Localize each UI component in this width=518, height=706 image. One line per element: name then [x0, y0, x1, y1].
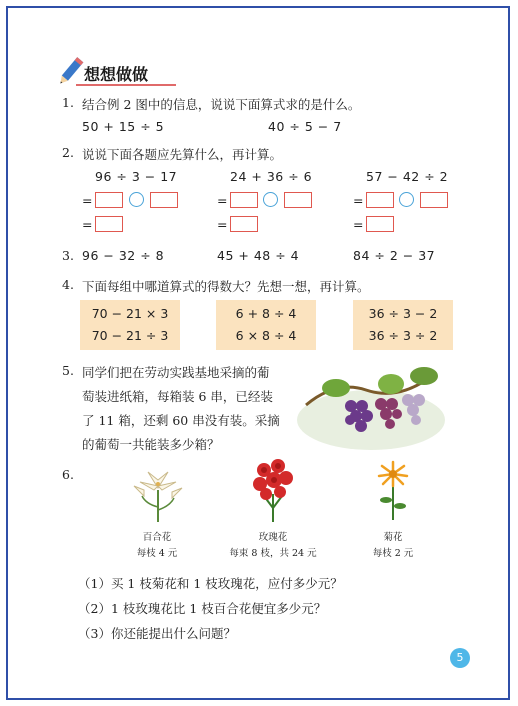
grapes-icon [296, 360, 446, 450]
q6-sub-question: （2）1 枝玫瑰花比 1 枝百合花便宜多少元？ [78, 601, 327, 616]
q1-text: 结合例 2 图中的信息，说说下面算式求的是什么。 [82, 97, 361, 112]
q3-expr-3: 84 ÷ 2 − 37 [353, 248, 436, 263]
panel-expr: 36 ÷ 3 − 2 [368, 306, 438, 321]
comparison-panel [80, 300, 180, 350]
answer-box[interactable] [420, 192, 448, 208]
operator-circle[interactable] [129, 192, 144, 207]
answer-box[interactable] [95, 192, 123, 208]
flower-caption-lily [112, 530, 202, 562]
answer-box[interactable] [230, 192, 258, 208]
flower-price: 每枝 4 元 [136, 548, 178, 559]
equals-sign: = [353, 193, 364, 208]
q2-expr-3: 57 − 42 ÷ 2 [366, 169, 449, 184]
answer-box[interactable] [284, 192, 312, 208]
panel-expr: 6 + 8 ÷ 4 [235, 306, 297, 321]
flower-name: 百合花 [142, 532, 172, 543]
q2-text: 说说下面各题应先算什么，再计算。 [82, 147, 283, 162]
q3-expr-2: 45 + 48 ÷ 4 [217, 248, 300, 263]
flower-caption-chrysanthemum [348, 530, 438, 562]
equals-sign: = [353, 217, 364, 232]
panel-expr: 70 − 21 ÷ 3 [91, 328, 169, 343]
q2-expr-1: 96 ÷ 3 − 17 [95, 169, 178, 184]
equals-sign: = [82, 193, 93, 208]
q6-sub-question: （1）买 1 枝菊花和 1 枝玫瑰花，应付多少元？ [78, 576, 343, 591]
q1-number: 1. [62, 95, 74, 110]
q3-expr-1: 96 − 32 ÷ 8 [82, 248, 165, 263]
comparison-panel [353, 300, 453, 350]
equals-sign: = [217, 193, 228, 208]
title-underline [76, 84, 176, 86]
flower-name: 玫瑰花 [258, 532, 288, 543]
q1-expr-1: 50 + 15 ÷ 5 [82, 119, 165, 134]
q4-text: 下面每组中哪道算式的得数大？先想一想，再计算。 [82, 279, 370, 294]
q5-line: 同学们把在劳动实践基地采摘的葡 [82, 365, 270, 380]
q2-number: 2. [62, 145, 74, 160]
q5-line: 萄装进纸箱，每箱装 6 串，已经装 [82, 389, 273, 404]
answer-box[interactable] [95, 216, 123, 232]
q5-number: 5. [62, 363, 74, 378]
operator-circle[interactable] [263, 192, 278, 207]
equals-sign: = [217, 217, 228, 232]
q5-line: 了 11 箱，还剩 60 串没有装。采摘 [82, 413, 280, 428]
q1-expr-2: 40 ÷ 5 − 7 [268, 119, 342, 134]
q4-number: 4. [62, 277, 74, 292]
section-title: 想想做做 [84, 65, 149, 84]
flower-caption-rose [228, 530, 318, 562]
panel-expr: 36 ÷ 3 ÷ 2 [368, 328, 438, 343]
q5-line: 的葡萄一共能装多少箱？ [82, 437, 220, 452]
answer-box[interactable] [150, 192, 178, 208]
chrysanthemum-icon [374, 460, 412, 520]
lily-icon [130, 462, 186, 522]
flower-name: 菊花 [383, 532, 403, 543]
page-number: 5 [450, 648, 470, 668]
q2-expr-2: 24 + 36 ÷ 6 [230, 169, 313, 184]
panel-expr: 70 − 21 × 3 [91, 306, 169, 321]
q6-sub-question: （3）你还能提出什么问题？ [78, 626, 236, 641]
comparison-panel [216, 300, 316, 350]
answer-box[interactable] [230, 216, 258, 232]
answer-box[interactable] [366, 192, 394, 208]
flower-price: 每枝 2 元 [372, 548, 414, 559]
rose-icon [250, 458, 296, 522]
panel-expr: 6 × 8 ÷ 4 [235, 328, 297, 343]
q6-number: 6. [62, 467, 74, 482]
operator-circle[interactable] [399, 192, 414, 207]
section-header [56, 56, 186, 90]
answer-box[interactable] [366, 216, 394, 232]
equals-sign: = [82, 217, 93, 232]
q3-number: 3. [62, 248, 74, 263]
flower-price: 每束 8 枝，共 24 元 [229, 548, 317, 559]
